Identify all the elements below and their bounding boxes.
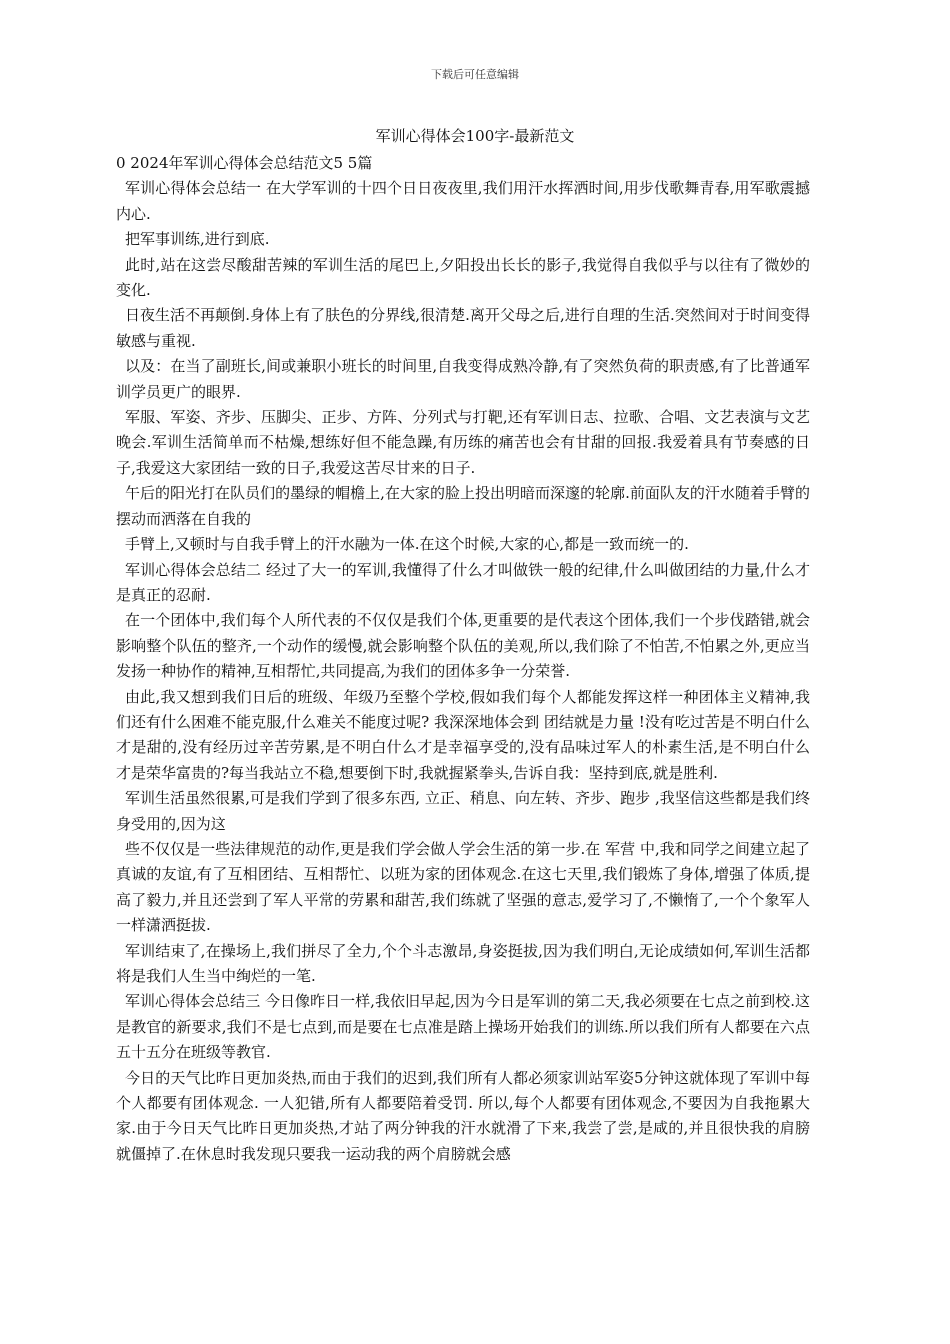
- document-subtitle: 0 2024年军训心得体会总结范文5 5篇: [116, 154, 373, 172]
- paragraph: 军服、军姿、齐步、压脚尖、正步、方阵、分列式与打靶,还有军训日志、拉歌、合唱、文艺表演与文艺晚会.军训生活简单而不枯燥,想练好但不能急躁,有历练的痛苦也会有甘甜的回报.我爱着具有节奏感的日子,我爱这大家团结一致的日子,我爱这苦尽甘来的日子.: [116, 408, 810, 477]
- paragraph: 在一个团体中,我们每个人所代表的不仅仅是我们个体,更重要的是代表这个团体,我们一个步伐踏错,就会影响整个队伍的整齐,一个动作的缓慢,就会影响整个队伍的美观,所以,我们除了不怕苦,不怕累之外,更应当发扬一种协作的精神,互相帮忙,共同提高,为我们的团体多争一分荣誉.: [116, 611, 810, 681]
- paragraph: 今日的天气比昨日更加炎热,而由于我们的迟到,我们所有人都必须家训站军姿5分钟这就体现了军训中每个人都要有团体观念. 一人犯错,所有人都要陪着受罚. 所以,每个人都要有团体观念,不要因为自我拖累大家.由于今日天气比昨日更加炎热,才站了两分钟我的汗水就滑了下来,我尝了尝,是咸的,并且很快我的肩膀就僵掉了.在休息时我发现只要我一运动我的两个肩膀就会感: [116, 1068, 810, 1163]
- document-body: [116, 151, 810, 1167]
- paragraph: 把军事训练,进行到底.: [125, 230, 270, 249]
- header-note: 下载后可任意编辑: [431, 68, 519, 81]
- paragraph: 由此,我又想到我们日后的班级、年级乃至整个学校,假如我们每个人都能发挥这样一种团体主义精神,我们还有什么困难不能克服,什么难关不能度过呢? 我深深地体会到 团结就是力量 !没有吃过苦是不明白什么才是甜的,没有经历过辛苦劳累,是不明白什么才是幸福享受的,没有品味过军人的朴素生活,是不明白什么才是荣华富贵的?每当我站立不稳,想要倒下时,我就握紧拳头,告诉自我：坚持到底,就是胜利.: [116, 687, 810, 782]
- paragraph: 些不仅仅是一些法律规范的动作,更是我们学会做人学会生活的第一步.在 军营 中,我和同学之间建立起了真诚的友谊,有了互相团结、互相帮忙、以班为家的团体观念.在这七天里,我们锻炼了身体,增强了体质,提高了毅力,并且还尝到了军人平常的劳累和甜苦,我们练就了坚强的意志,爱学习了,不懒惰了,一个个象军人一样潇洒挺拔.: [116, 839, 810, 935]
- paragraph: 军训心得体会总结一 在大学军训的十四个日日夜夜里,我们用汗水挥洒时间,用步伐歌舞青春,用军歌震撼内心.: [116, 179, 810, 223]
- paragraph: 此时,站在这尝尽酸甜苦辣的军训生活的尾巴上,夕阳投出长长的影子,我觉得自我似乎与以往有了微妙的变化.: [116, 255, 810, 300]
- paragraph: 军训结束了,在操场上,我们拼尽了全力,个个斗志激昂,身姿挺拔,因为我们明白,无论成绩如何,军训生活都将是我们人生当中绚烂的一笔.: [116, 941, 810, 985]
- paragraph: 军训心得体会总结二 经过了大一的军训,我懂得了什么才叫做铁一般的纪律,什么叫做团结的力量,什么才是真正的忍耐.: [116, 560, 810, 604]
- paragraph: 日夜生活不再颠倒.身体上有了肤色的分界线,很清楚.离开父母之后,进行自理的生活.突然间对于时间变得敏感与重视.: [116, 306, 810, 350]
- paragraph: 手臂上,又顿时与自我手臂上的汗水融为一体.在这个时候,大家的心,都是一致而统一的.: [125, 535, 689, 554]
- document-title: 军训心得体会100字-最新范文: [375, 127, 575, 145]
- paragraph: 军训心得体会总结三 今日像昨日一样,我依旧早起,因为今日是军训的第二天,我必须要在七点之前到校.这是教官的新要求,我们不是七点到,而是要在七点准是踏上操场开始我们的训练.所以我们所有人都要在六点五十五分在班级等教官.: [116, 992, 810, 1062]
- paragraph: 以及：在当了副班长,间或兼职小班长的时间里,自我变得成熟冷静,有了突然负荷的职责感,有了比普通军训学员更广的眼界.: [116, 357, 810, 401]
- paragraph: 军训生活虽然很累,可是我们学到了很多东西, 立正、稍息、向左转、齐步、跑步 ,我坚信这些都是我们终身受用的,因为这: [116, 789, 810, 833]
- paragraph: 午后的阳光打在队员们的墨绿的帽檐上,在大家的脸上投出明暗而深邃的轮廓.前面队友的汗水随着手臂的摆动而洒落在自我的: [116, 484, 810, 528]
